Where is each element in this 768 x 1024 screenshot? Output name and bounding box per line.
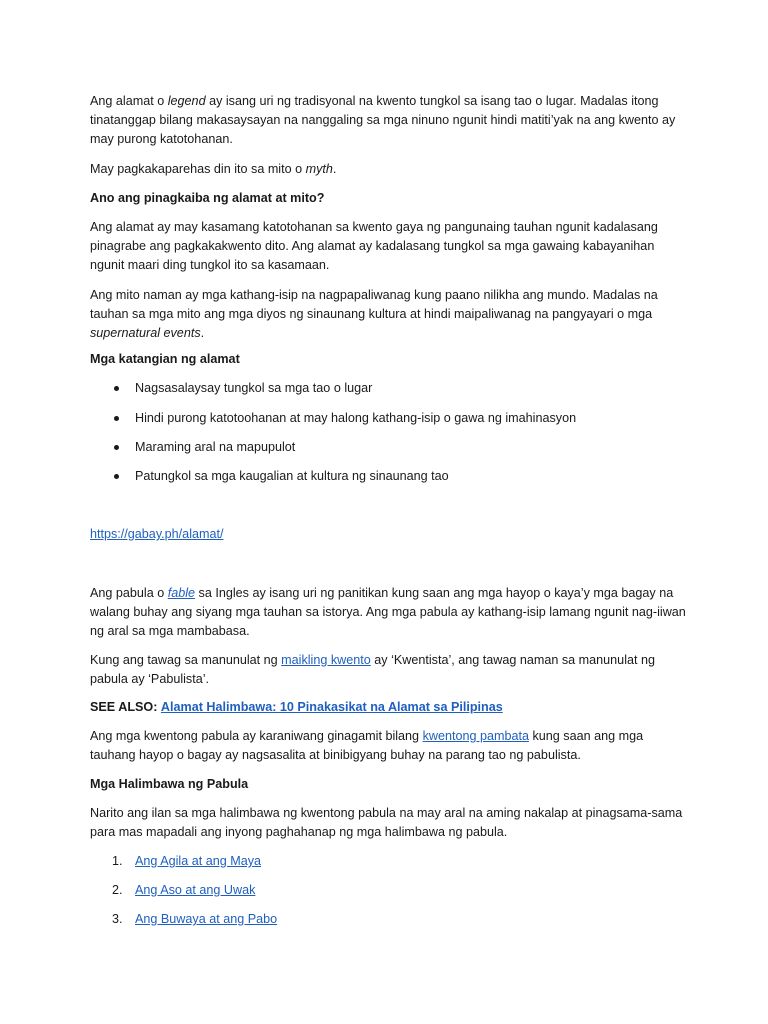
see-also-line (90, 698, 690, 717)
bullet-icon (114, 445, 119, 450)
see-also-label: SEE ALSO: (90, 700, 158, 714)
fable-link[interactable]: fable (167, 586, 196, 600)
pabula-link[interactable]: Ang Buwaya at ang Pabo (135, 912, 278, 926)
bullet-icon (114, 416, 119, 421)
paragraph-alamat-truth: Ang alamat ay may kasamang katotohanan sa kwento gaya ng pangunaing tauhan ngunit kadalasang pinagrabe ang pagkakakwento dito. Ang alamat ay kadalasang tungkol sa mga gawaing kabayanihan ngunit maari ding tungkol ito sa kasamaan. (90, 220, 658, 272)
list-number: 3. (112, 912, 123, 926)
pabula-link[interactable]: Ang Agila at ang Maya (135, 854, 262, 868)
pabula-link[interactable]: Ang Aso at ang Uwak (135, 883, 256, 897)
bullet-list: Nagsasalaysay tungkol sa mga tao o lugar Hindi purong katotoohanan at may halong kathang-isip o gawa ng imahinasyon Maraming aral na mapupulot Patungkol sa mga kaugalian at kultura ng sinaunang tao (90, 379, 690, 499)
term-legend: legend (167, 94, 206, 108)
term-alamat: alamat (115, 94, 154, 108)
term-supernatural-events: supernatural events (90, 326, 201, 340)
kwentong-pambata-link[interactable]: kwentong pambata (422, 729, 529, 743)
paragraph-alamat-definition: Ang alamat o legend ay isang uri ng tradisyonal na kwento tungkol sa isang tao o lugar. Madalas itong tinatanggap bilang makasaysayan na nanggaling sa mga ninuno ngunit hindi matiti’yak na ang kwento ay may purong katotohanan. (90, 94, 676, 146)
paragraph-kwentong-pambata: Ang mga kwentong pabula ay karaniwang ginagamit bilang kwentong pambata kung saan ang mga tauhang hayop o bagay ay nagsasalita at binibigyang buhay na parang tao ng pabulista. (90, 729, 644, 762)
numbered-list (90, 852, 690, 932)
source-link[interactable]: https://gabay.ph/alamat/ (90, 527, 224, 541)
paragraph-pabula-definition: Ang pabula o fable sa Ingles ay isang uri ng panitikan kung saan ang mga hayop o kaya’y mga bagay na walang buhay ang siyang mga tauhan sa istorya. Ang mga pabula ay kathang-isip lamang ngunit nag-iiwan ng aral sa mga mambabasa. (90, 586, 686, 638)
heading-halimbawa: Mga Halimbawa ng Pabula (90, 777, 249, 791)
term-myth: myth (305, 162, 333, 176)
see-also-link[interactable]: Alamat Halimbawa: 10 Pinakasikat na Alamat sa Pilipinas (160, 700, 503, 714)
list-number: 2. (112, 883, 123, 897)
bullet-icon (114, 474, 119, 479)
list-number: 1. (112, 854, 123, 868)
source-link-line (90, 525, 690, 544)
heading-characteristics: Mga katangian ng alamat (90, 352, 240, 366)
bullet-icon (114, 386, 119, 391)
paragraph-pabulista: Kung ang tawag sa manunulat ng maikling kwento ay ‘Kwentista’, ang tawag naman sa manunulat ng pabula ay ‘Pabulista’. (90, 653, 655, 686)
paragraph-mito: Ang mito naman ay mga kathang-isip na nagpapaliwanag kung paano nilikha ang mundo. Madalas na tauhan sa mga mito ang mga diyos ng sinaunang kultura at hindi maipaliwanag na pangyayari o mga supernatural events. (90, 288, 658, 340)
paragraph-myth: May pagkakaparehas din ito sa mito o myth. (90, 162, 337, 176)
maikling-kwento-link[interactable]: maikling kwento (281, 653, 371, 667)
heading-difference: Ano ang pinagkaiba ng alamat at mito? (90, 191, 325, 205)
paragraph-halimbawa-intro: Narito ang ilan sa mga halimbawa ng kwentong pabula na may aral na aming nakalap at pinagsama-sama para mas mapadali ang inyong paghahanap ng mga halimbawa ng pabula. (90, 806, 683, 839)
